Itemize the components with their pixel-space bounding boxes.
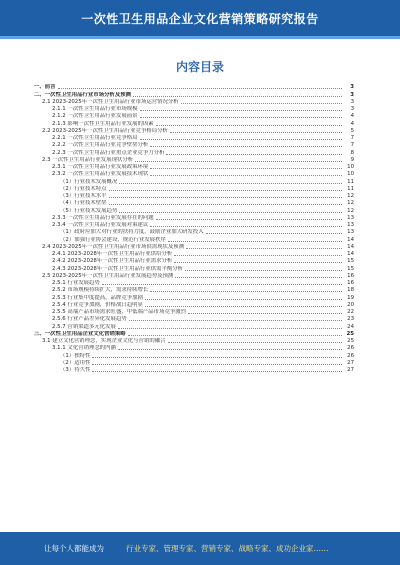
toc-entry-page: 12	[347, 193, 354, 199]
toc-entry-page: 22	[347, 309, 354, 315]
toc-entry-label: 2.2.2 一次性卫生用品行业竞争壁垒分析	[52, 142, 149, 149]
toc-entry[interactable]	[34, 192, 354, 199]
toc-entry-label: 2.3.3 一次性卫生用品行业发展存在的问题	[52, 214, 154, 221]
toc-entry-page: 27	[347, 367, 354, 373]
toc-entry[interactable]	[34, 293, 354, 300]
toc-entry-label: 2.5.1 行业发展趋势	[52, 280, 100, 286]
toc-entry-page: 18	[347, 287, 354, 294]
toc-entry-label: （2）加强行业协会建设，规范行业发展秩序	[60, 236, 166, 243]
toc-entry-page: 3	[350, 98, 354, 105]
toc-entry[interactable]	[34, 257, 354, 264]
toc-leader-dots	[166, 154, 342, 155]
toc-entry-label: 2.5.7 营销渠道多元化发展	[52, 323, 116, 330]
toc-entry-label: （1）政府应加大对行业的扶持力度，鼓励企业加大研发投入	[60, 229, 204, 236]
toc-leader-dots	[188, 313, 342, 314]
toc-entry-label: 3.1.1 文化营销理念的内涵	[52, 345, 116, 352]
toc-entry-page: 13	[347, 229, 354, 236]
toc-leader-dots	[181, 103, 342, 104]
toc-leader-dots	[92, 371, 342, 372]
toc-entry[interactable]	[34, 279, 354, 286]
toc-leader-dots	[156, 219, 342, 220]
toc-leader-dots	[118, 328, 342, 329]
toc-entry[interactable]	[34, 359, 354, 366]
toc-leader-dots	[129, 320, 342, 321]
toc-entry-page: 27	[347, 359, 354, 366]
toc-leader-dots	[109, 190, 342, 191]
toc-entry-page: 7	[350, 142, 354, 149]
toc-entry[interactable]	[34, 243, 354, 250]
toc-leader-dots	[133, 96, 342, 97]
toc-entry[interactable]	[34, 214, 354, 221]
toc-entry-label: （3）持久性	[60, 367, 91, 373]
toc-entry-label: 2.4.3 2023-2028年一次性卫生用品行业供需平衡分析	[52, 265, 184, 272]
toc-entry-label: 2.4 2023-2025年一次性卫生用品行业市场供需现状及预测	[42, 243, 185, 250]
toc-entry-label: 二、一次性卫生用品行业市场分析及预测	[34, 91, 132, 98]
toc-leader-dots	[174, 255, 342, 256]
toc-entry-label: 2.3.2 一次性卫生用品行业发展技术现状	[52, 171, 149, 178]
toc-entry-page: 15	[347, 258, 354, 265]
toc-entry[interactable]	[34, 351, 354, 358]
toc-entry-page: 12	[347, 200, 354, 207]
toc-entry-label: 2.3.1 一次性卫生用品行业发展政策环境	[52, 164, 149, 170]
toc-entry[interactable]	[34, 127, 354, 134]
toc-entry-page: 25	[346, 330, 354, 337]
toc-entry-page: 4	[350, 120, 354, 127]
toc-entry[interactable]	[34, 148, 354, 155]
toc-entry[interactable]	[34, 112, 354, 119]
toc-leader-dots	[135, 161, 342, 162]
toc-leader-dots	[145, 299, 342, 300]
toc-entry-page: 4	[350, 113, 354, 120]
toc-entry-page: 14	[347, 243, 354, 250]
toc-leader-dots	[206, 233, 342, 234]
toc-entry-page: 13	[347, 222, 354, 228]
toc-entry-page: 7	[350, 135, 354, 141]
toc-entry[interactable]	[34, 83, 354, 90]
toc-entry[interactable]	[34, 235, 354, 242]
toc-entry-page: 26	[347, 345, 354, 352]
toc-leader-dots	[174, 262, 342, 263]
toc-leader-dots	[156, 125, 342, 126]
toc-entry[interactable]	[34, 163, 354, 170]
toc-entry[interactable]	[34, 322, 354, 329]
toc-entry[interactable]	[34, 119, 354, 126]
toc-entry-page: 15	[347, 265, 354, 272]
toc-entry-label: 3.1 建立文化营销理念，实现企业文化与营销的融合	[42, 338, 166, 344]
toc-entry-page: 24	[347, 323, 354, 330]
toc-leader-dots	[186, 248, 342, 249]
toc-entry-label: （5）行业技术发展趋势	[60, 207, 118, 214]
toc-entry-label: 2.3.4 一次性卫生用品行业发展对策建议	[52, 222, 149, 228]
toc-leader-dots	[168, 241, 342, 242]
toc-entry-page: 16	[347, 280, 354, 286]
toc-entry[interactable]	[34, 301, 354, 308]
toc-entry-page: 13	[347, 214, 354, 221]
toc-leader-dots	[118, 349, 342, 350]
toc-entry-page: 14	[347, 251, 354, 257]
toc-entry-page: 9	[350, 156, 354, 163]
toc-entry-page: 3	[350, 106, 354, 112]
toc-entry[interactable]	[34, 250, 354, 257]
toc-leader-dots	[140, 117, 342, 118]
toc-entry-page: 10	[347, 171, 354, 178]
toc-leader-dots	[145, 306, 342, 307]
toc-entry-label: 2.2.3 一次性卫生用品行业重点企业竞争力分析	[52, 149, 165, 156]
toc-entry[interactable]	[34, 185, 354, 192]
toc-entry-label: 2.4.1 2023-2028年一次性卫生用品行业供给分析	[52, 251, 173, 257]
toc-entry-label: 2.5.5 高端产品市场需求旺盛，中低端产品市场竞争激烈	[52, 309, 187, 315]
toc-leader-dots	[119, 183, 342, 184]
toc-heading: 内容目录	[175, 60, 224, 74]
toc-entry-page: 10	[347, 164, 354, 170]
toc-leader-dots	[92, 364, 342, 365]
toc-entry-label: 2.1.3 影响一次性卫生用品行业发展的因素	[52, 120, 154, 127]
toc-entry-label: 2.5.2 市场规模持续扩大，需求持续增长	[52, 287, 149, 294]
toc-entry-page: 20	[347, 301, 354, 308]
toc-leader-dots	[140, 110, 342, 111]
toc-leader-dots	[119, 212, 342, 213]
toc-entry-label: 2.5.6 行业产品差异化发展趋势	[52, 316, 127, 323]
toc-entry[interactable]	[34, 134, 354, 141]
toc-leader-dots	[109, 204, 342, 205]
toc-entry[interactable]	[34, 170, 354, 177]
toc-entry[interactable]	[34, 272, 354, 279]
toc-entry-page: 26	[347, 352, 354, 359]
toc-entry[interactable]	[34, 264, 354, 271]
toc-leader-dots	[185, 270, 342, 271]
toc-entry-page: 14	[347, 236, 354, 243]
toc-entry-page: 16	[347, 272, 354, 279]
toc-entry[interactable]	[34, 344, 354, 351]
toc-entry-label: 2.1.1 一次性卫生用品行业市场规模	[52, 106, 138, 112]
toc-entry[interactable]	[34, 366, 354, 373]
header-stripe	[0, 36, 400, 39]
toc-entry[interactable]	[34, 98, 354, 105]
toc-entry[interactable]	[34, 177, 354, 184]
toc-entry-label: （2）行业技术特点	[60, 185, 107, 192]
toc-entry-page: 23	[347, 316, 354, 323]
table-of-contents	[34, 83, 354, 373]
page-header	[0, 0, 400, 36]
toc-entry-page: 5	[350, 127, 354, 134]
toc-entry-page: 8	[350, 149, 354, 156]
toc-entry[interactable]	[34, 221, 354, 228]
toc-entry-label: 2.2.1 一次性卫生用品行业竞争格局	[52, 135, 138, 141]
toc-entry-label: （1）独特性	[60, 352, 91, 359]
toc-entry-page: 11	[347, 178, 354, 185]
toc-entry[interactable]	[34, 206, 354, 213]
toc-entry-label: 2.5.4 行业竞争加剧，价格战日趋明显	[52, 301, 143, 308]
toc-entry[interactable]	[34, 330, 354, 337]
toc-leader-dots	[168, 342, 343, 343]
toc-leader-dots	[150, 146, 342, 147]
toc-entry-label: （1）行业技术发展概况	[60, 178, 118, 185]
toc-entry-label: 2.3 一次性卫生用品行业发展现状分析	[42, 156, 134, 163]
toc-entry-page: 3	[350, 84, 354, 91]
toc-entry-label: 2.4.2 2023-2028年一次性卫生用品行业需求分析	[52, 258, 173, 265]
toc-entry[interactable]	[34, 228, 354, 235]
page-footer	[0, 532, 400, 565]
toc-leader-dots	[150, 168, 342, 169]
toc-entry-label: 三、一次性卫生用品企业文化营销策略	[34, 330, 126, 337]
toc-entry[interactable]	[34, 156, 354, 163]
toc-entry-label: （3）行业技术水平	[60, 193, 107, 199]
toc-leader-dots	[175, 277, 342, 278]
toc-entry-label: （4）行业技术壁垒	[60, 200, 107, 207]
toc-entry[interactable]	[34, 90, 354, 97]
toc-leader-dots	[140, 139, 342, 140]
toc-entry-label: 2.2 2023-2025年一次性卫生用品行业竞争格局分析	[42, 127, 168, 134]
toc-leader-dots	[150, 226, 342, 227]
toc-entry[interactable]	[34, 199, 354, 206]
toc-entry[interactable]	[34, 286, 354, 293]
toc-leader-dots	[92, 357, 342, 358]
footer-slogan: 让每个人都能成为	[44, 544, 104, 553]
toc-entry-label: 2.1 2023-2025年一次性卫生用品行业市场运营情况分析	[42, 98, 179, 105]
toc-entry-page: 3	[350, 91, 354, 98]
toc-leader-dots	[109, 197, 342, 198]
toc-entry-page: 12	[347, 207, 354, 214]
toc-entry-label: （2）适用性	[60, 359, 91, 366]
toc-entry[interactable]	[34, 337, 354, 344]
toc-entry[interactable]	[34, 105, 354, 112]
toc-leader-dots	[102, 284, 342, 285]
toc-leader-dots	[58, 88, 342, 89]
toc-leader-dots	[150, 291, 342, 292]
toc-entry-label: 一、前言	[34, 84, 56, 91]
toc-entry-label: 2.1.2 一次性卫生用品行业发展前景	[52, 113, 138, 120]
toc-entry[interactable]	[34, 315, 354, 322]
toc-entry-page: 25	[347, 338, 354, 344]
toc-entry-label: 2.5.3 行业集中度提高，品牌竞争加剧	[52, 294, 143, 301]
report-title: 一次性卫生用品企业文化营销策略研究报告	[81, 11, 319, 26]
toc-leader-dots	[128, 335, 342, 336]
toc-leader-dots	[150, 175, 342, 176]
toc-entry-label: 2.5 2023-2025年一次性卫生用品行业发展趋势及预测	[42, 272, 174, 279]
toc-entry-page: 19	[347, 294, 354, 301]
toc-entry-page: 11	[347, 185, 354, 192]
toc-entry[interactable]	[34, 308, 354, 315]
footer-experts: 行业专家、管理专家、营销专家、战略专家、成功企业家……	[126, 544, 329, 553]
toc-leader-dots	[170, 132, 342, 133]
toc-entry[interactable]	[34, 141, 354, 148]
